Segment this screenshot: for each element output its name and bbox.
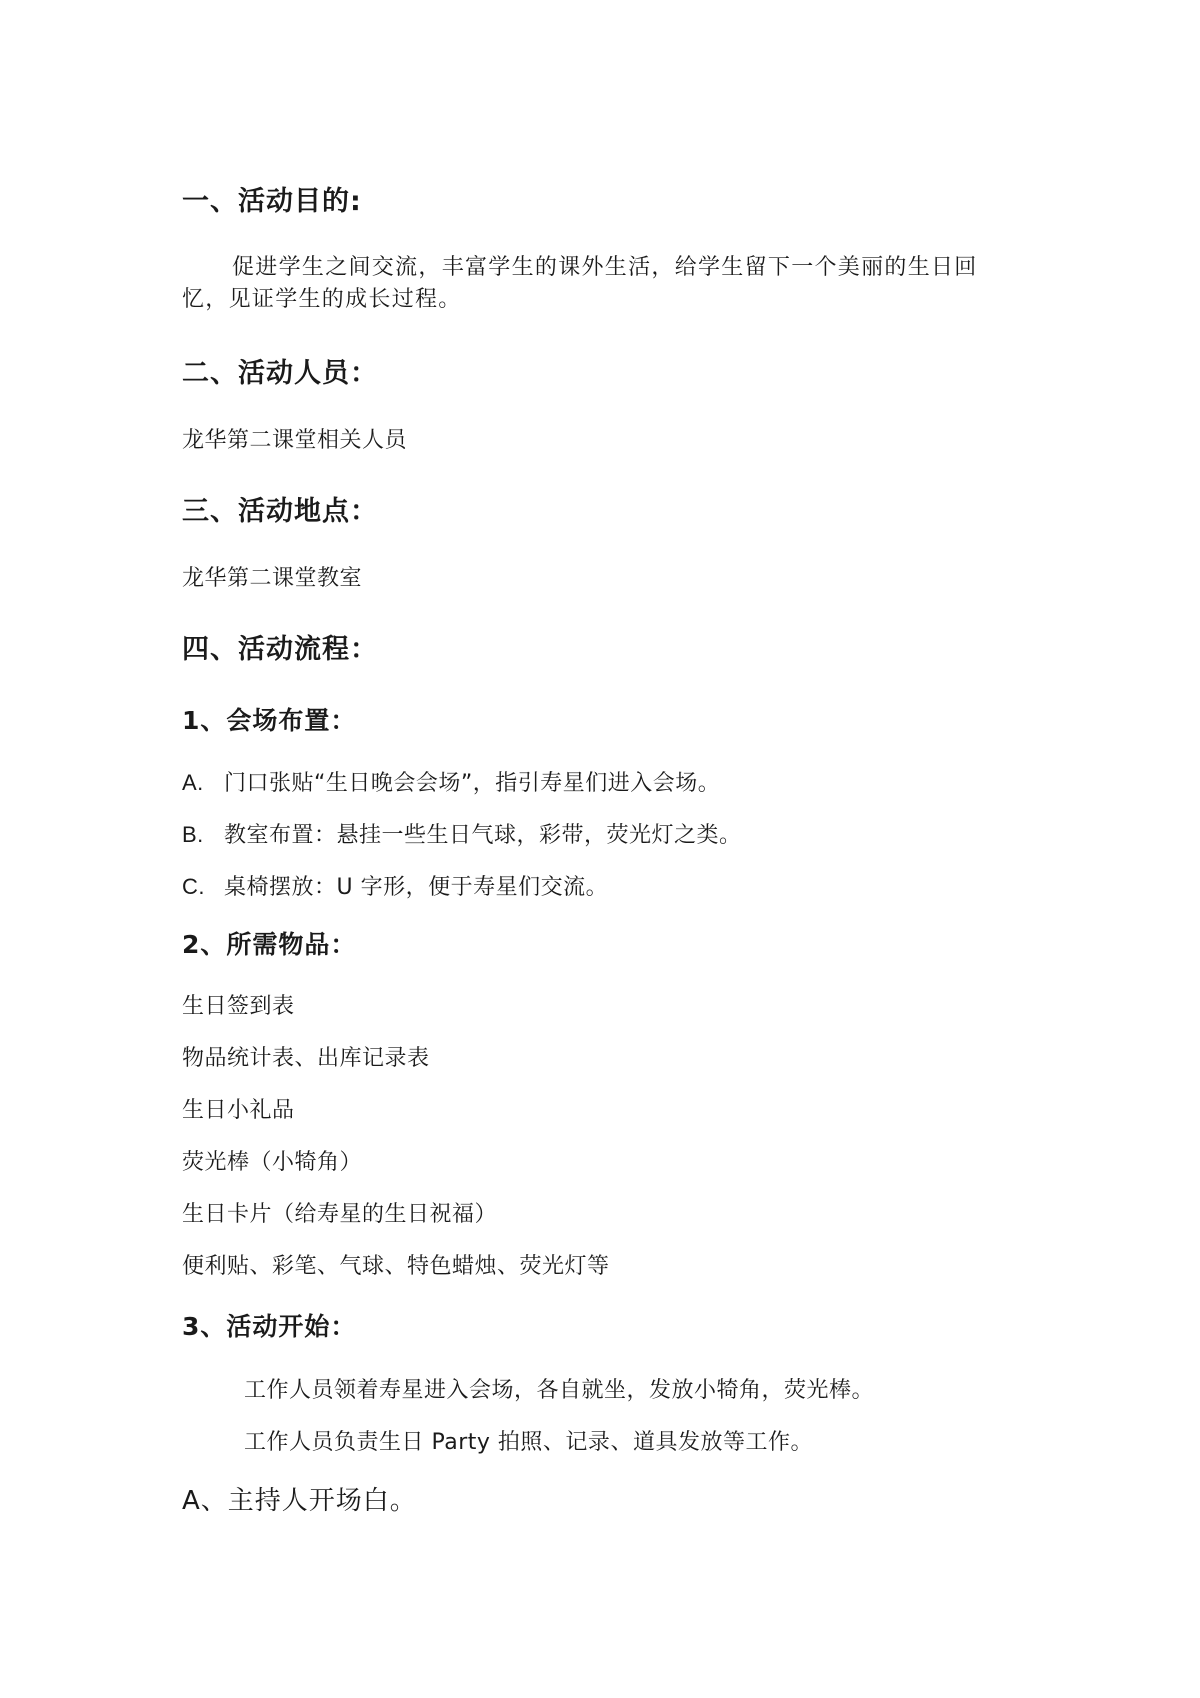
heading-process: 四、活动流程：	[182, 634, 378, 665]
supply-item: 便利贴、彩笔、气球、特色蜡烛、荧光灯等	[182, 1254, 610, 1279]
supply-item: 生日签到表	[182, 994, 295, 1019]
start-line: 工作人员负责生日 Party 拍照、记录、道具发放等工作。	[244, 1430, 813, 1455]
heading-personnel: 二、活动人员：	[182, 358, 378, 389]
list-item-text: 桌椅摆放：U 字形，便于寿星们交流。	[224, 875, 609, 900]
document-page	[182, 0, 1042, 1698]
supply-item: 生日卡片（给寿星的生日祝福）	[182, 1202, 498, 1227]
venue-item	[182, 872, 608, 903]
heading-purpose: 一、活动目的:	[182, 186, 362, 217]
list-marker: A.	[182, 770, 204, 795]
heading-start: 3、活动开始：	[182, 1312, 357, 1341]
heading-location: 三、活动地点：	[182, 496, 378, 527]
list-item-text: 门口张贴“生日晚会会场”，指引寿星们进入会场。	[224, 771, 721, 796]
personnel-text: 龙华第二课堂相关人员	[182, 428, 408, 453]
list-item-text: 教室布置：悬挂一些生日气球，彩带，荧光灯之类。	[224, 823, 742, 848]
venue-item	[182, 768, 720, 799]
host-opening: A、主持人开场白。	[182, 1486, 417, 1516]
supply-item: 生日小礼品	[182, 1098, 295, 1123]
location-text: 龙华第二课堂教室	[182, 566, 363, 591]
heading-supplies: 2、所需物品：	[182, 930, 357, 959]
purpose-paragraph: 促进学生之间交流，丰富学生的课外生活，给学生留下一个美丽的生日回忆，见证学生的成长过程。	[182, 255, 978, 312]
list-marker: B.	[182, 822, 204, 847]
heading-venue: 1、会场布置：	[182, 706, 357, 735]
list-marker: C.	[182, 874, 205, 899]
start-line: 工作人员领着寿星进入会场，各自就坐，发放小犄角，荧光棒。	[244, 1378, 875, 1403]
supply-item: 物品统计表、出库记录表	[182, 1046, 430, 1071]
venue-item	[182, 820, 742, 851]
supply-item: 荧光棒（小犄角）	[182, 1150, 363, 1175]
